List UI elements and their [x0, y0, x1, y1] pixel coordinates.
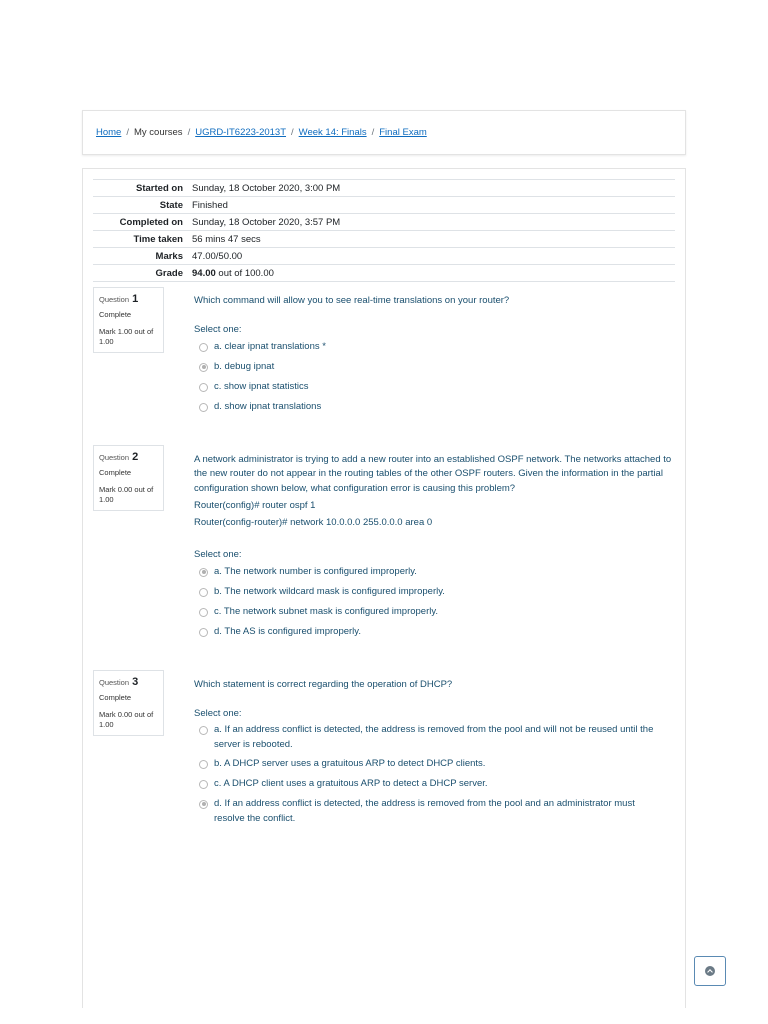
answer-label: c. A DHCP client uses a gratuitous ARP to detect a DHCP server.: [214, 778, 488, 789]
breadcrumb-separator: /: [291, 127, 294, 138]
answer-label: b. debug ipnat: [214, 361, 275, 372]
summary-label: Time taken: [133, 233, 183, 245]
answer-label: d. If an address conflict is detected, the address is removed from the pool and an administrator must resolve the conflict.: [214, 798, 635, 824]
back-to-top-button[interactable]: [694, 956, 726, 986]
question-mark: Mark 1.00 out of 1.00: [99, 326, 154, 347]
select-one-label: Select one:: [194, 549, 242, 560]
question-text-3: [194, 678, 672, 692]
answer-label: d. show ipnat translations: [214, 401, 322, 412]
radio-button[interactable]: [199, 780, 208, 789]
question-prompt: Which command will allow you to see real-time translations on your router?: [194, 295, 510, 306]
radio-button-selected[interactable]: [199, 800, 208, 809]
answer-option[interactable]: [199, 400, 659, 415]
question-text-1: [194, 294, 672, 308]
breadcrumb-exam-link[interactable]: Final Exam: [379, 127, 427, 138]
summary-row: [93, 265, 675, 282]
grade-out-of: out of 100.00: [215, 267, 274, 279]
radio-button-selected[interactable]: [199, 568, 208, 577]
summary-label: Marks: [155, 250, 183, 262]
question-prompt: Which statement is correct regarding the operation of DHCP?: [194, 679, 453, 690]
question-number: Question 1: [99, 293, 139, 305]
summary-value: 56 mins 47 secs: [192, 233, 261, 245]
select-one-label: Select one:: [194, 324, 242, 335]
answer-label: d. The AS is configured improperly.: [214, 626, 361, 637]
question-info-2: [93, 445, 164, 511]
summary-value: Finished: [192, 199, 228, 211]
answer-option[interactable]: [199, 360, 659, 375]
question-mark: Mark 0.00 out of 1.00: [99, 484, 154, 505]
config-line: Router(config-router)# network 10.0.0.0 255.0.0.0 area 0: [194, 517, 433, 528]
question-info-3: [93, 670, 164, 736]
answer-option[interactable]: [199, 797, 659, 826]
answer-label: a. If an address conflict is detected, the address is removed from the pool and will not be reused until the server is rebooted.: [214, 724, 654, 750]
summary-value: 47.00/50.00: [192, 250, 243, 262]
radio-button[interactable]: [199, 343, 208, 352]
question-text-2: [194, 453, 672, 530]
config-line: Router(config)# router ospf 1: [194, 499, 316, 511]
breadcrumb-separator: /: [126, 127, 129, 138]
summary-row: [93, 197, 675, 214]
answer-option[interactable]: [199, 625, 659, 640]
question-number: Question 2: [99, 451, 139, 463]
radio-button[interactable]: [199, 726, 208, 735]
select-one-label: Select one:: [194, 708, 242, 719]
radio-button[interactable]: [199, 760, 208, 769]
breadcrumb-course-link[interactable]: UGRD-IT6223-2013T: [195, 127, 287, 138]
radio-button[interactable]: [199, 608, 208, 617]
breadcrumb-week-link[interactable]: Week 14: Finals: [298, 127, 367, 138]
breadcrumb: [96, 127, 427, 138]
summary-label: State: [159, 199, 183, 211]
quiz-review-container: [82, 168, 686, 1008]
attempt-summary-table: [93, 179, 675, 282]
question-number: Question 3: [99, 676, 139, 688]
arrow-up-circle-icon: [705, 966, 715, 976]
summary-value: [192, 268, 675, 279]
summary-row: [93, 214, 675, 231]
answer-label: b. A DHCP server uses a gratuitous ARP to detect DHCP clients.: [214, 758, 486, 769]
answer-label: a. The network number is configured improperly.: [214, 566, 417, 577]
answer-option[interactable]: [199, 565, 659, 580]
answer-option[interactable]: [199, 585, 659, 600]
summary-value: Sunday, 18 October 2020, 3:00 PM: [192, 182, 341, 194]
radio-button[interactable]: [199, 403, 208, 412]
question-prompt: A network administrator is trying to add a new router into an established OSPF network. The networks attached to the new router do not appear in the routing tables of the other OSPF routers. Given the information in the partial configuration shown below, what configuration error is causing this problem?: [194, 454, 672, 494]
breadcrumb-my-courses: My courses: [133, 127, 183, 138]
radio-button[interactable]: [199, 628, 208, 637]
summary-row: [93, 231, 675, 248]
answer-option[interactable]: [199, 340, 659, 355]
question-mark: Mark 0.00 out of 1.00: [99, 709, 154, 730]
answer-option[interactable]: [199, 777, 659, 792]
summary-row: [93, 180, 675, 197]
answer-label: c. show ipnat statistics: [214, 381, 309, 392]
breadcrumb-separator: /: [371, 127, 375, 138]
answer-label: b. The network wildcard mask is configured improperly.: [214, 586, 445, 597]
breadcrumb-home-link[interactable]: Home: [96, 127, 122, 138]
answer-option[interactable]: [199, 723, 659, 752]
question-status: Complete: [99, 693, 132, 703]
answer-label: a. clear ipnat translations *: [214, 341, 326, 352]
grade-value: 94.00: [192, 267, 216, 279]
summary-label: Grade: [155, 267, 183, 279]
breadcrumb-container: [82, 110, 686, 155]
answer-label: c. The network subnet mask is configured improperly.: [214, 606, 439, 617]
answer-option[interactable]: [199, 757, 659, 772]
question-info-1: [93, 287, 164, 353]
answer-option[interactable]: [199, 380, 659, 395]
summary-label: Started on: [136, 182, 183, 194]
summary-label: Completed on: [119, 216, 183, 228]
question-status: Complete: [99, 468, 132, 478]
radio-button[interactable]: [199, 383, 208, 392]
summary-row: [93, 248, 675, 265]
breadcrumb-separator: /: [187, 127, 191, 138]
radio-button-selected[interactable]: [199, 363, 208, 372]
radio-button[interactable]: [199, 588, 208, 597]
summary-value: Sunday, 18 October 2020, 3:57 PM: [192, 216, 341, 228]
answer-option[interactable]: [199, 605, 659, 620]
question-status: Complete: [99, 310, 132, 320]
